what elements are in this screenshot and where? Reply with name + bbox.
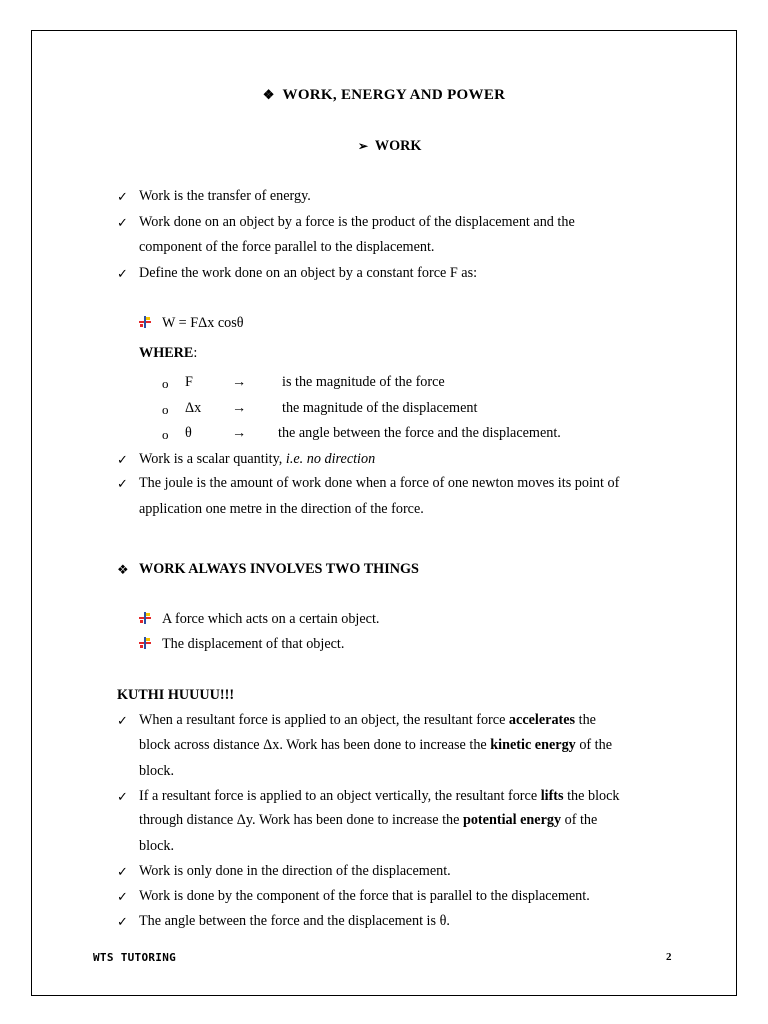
bullet-text: The angle between the force and the displacement is θ.	[139, 913, 450, 929]
paragraph-line	[139, 788, 620, 805]
bold-text-run: kinetic energy	[490, 737, 576, 753]
check-icon: ✓	[117, 476, 128, 491]
scalar-line	[139, 451, 375, 468]
bullet-text: Work done on an object by a force is the product of the displacement and the	[139, 214, 575, 230]
section-title-work-text: WORK	[374, 138, 422, 154]
joule-definition-continued: application one metre in the direction of the force.	[139, 501, 424, 517]
page-title	[0, 87, 768, 104]
bullet-text: Work is only done in the direction of the displacement.	[139, 863, 451, 879]
scalar-italic: i.e. no direction	[285, 451, 376, 467]
definition-text: the magnitude of the displacement	[282, 400, 478, 416]
flag-bullet-icon	[139, 316, 151, 328]
check-icon: ✓	[117, 914, 128, 929]
paragraph-line	[139, 737, 612, 754]
bullet-text-continued: component of the force parallel to the displacement.	[139, 239, 435, 255]
bold-text-run: potential energy	[462, 812, 562, 828]
circle-bullet-icon: o	[162, 427, 169, 442]
where-label-text: WHERE	[139, 345, 194, 361]
definition-symbol: F	[185, 374, 193, 390]
bold-text-run: accelerates	[508, 712, 576, 728]
page-number: 2	[666, 951, 672, 963]
paragraph-line	[139, 712, 596, 729]
check-icon: ✓	[117, 189, 128, 204]
text-run: the	[575, 712, 596, 728]
text-run: through distance Δy. Work has been done to increase the	[139, 812, 463, 828]
text-run: If a resultant force is applied to an object vertically, the resultant force	[139, 788, 541, 804]
bullet-text: Work is the transfer of energy.	[139, 188, 311, 204]
check-icon: ✓	[117, 215, 128, 230]
definition-text: the angle between the force and the displacement.	[278, 425, 561, 441]
text-run: of the	[561, 812, 598, 828]
text-run: of the	[575, 737, 613, 753]
check-icon: ✓	[117, 452, 128, 467]
paragraph-line	[139, 812, 597, 829]
definition-symbol: θ	[185, 425, 192, 441]
circle-bullet-icon: o	[162, 376, 169, 391]
bullet-text: Work is done by the component of the force that is parallel to the displacement.	[139, 888, 590, 904]
definition-arrow: →	[232, 400, 247, 416]
where-label	[139, 345, 197, 362]
paragraph-line: block.	[139, 763, 175, 779]
section-title-kuthi: KUTHI HUUUU!!!	[117, 687, 235, 703]
arrowhead-bullet-icon: ➢	[358, 139, 369, 153]
definition-text: is the magnitude of the force	[282, 374, 445, 390]
diamond-bullet-icon: ❖	[262, 87, 275, 102]
check-icon: ✓	[117, 266, 128, 281]
section-title-two-things: WORK ALWAYS INVOLVES TWO THINGS	[139, 561, 419, 577]
bold-text-run: lifts	[540, 788, 564, 804]
bullet-text: Define the work done on an object by a constant force F as:	[139, 265, 478, 281]
check-icon: ✓	[117, 789, 128, 804]
work-formula: W = FΔx cosθ	[162, 315, 244, 331]
flag-bullet-icon	[139, 637, 151, 649]
check-icon: ✓	[117, 864, 128, 879]
joule-definition: The joule is the amount of work done when a force of one newton moves its point of	[139, 475, 620, 491]
definition-arrow: →	[232, 425, 247, 441]
text-run: block across distance Δx. Work has been done to increase the	[139, 737, 491, 753]
definition-symbol: Δx	[185, 400, 202, 416]
list-item: The displacement of that object.	[162, 636, 345, 652]
text-run: the block	[563, 788, 620, 804]
diamond-bullet-icon: ❖	[117, 562, 129, 577]
flag-bullet-icon	[139, 612, 151, 624]
list-item: A force which acts on a certain object.	[162, 611, 380, 627]
check-icon: ✓	[117, 889, 128, 904]
section-title-work	[358, 138, 421, 155]
paragraph-line: block.	[139, 838, 175, 854]
page-title-text: WORK, ENERGY AND POWER	[282, 87, 506, 103]
where-colon: :	[193, 345, 198, 361]
circle-bullet-icon: o	[162, 402, 169, 417]
definition-arrow: →	[232, 374, 247, 390]
text-run: When a resultant force is applied to an object, the resultant force	[139, 712, 509, 728]
check-icon: ✓	[117, 713, 128, 728]
scalar-text: Work is a scalar quantity,	[139, 451, 286, 467]
footer-brand: WTS TUTORING	[93, 951, 177, 964]
